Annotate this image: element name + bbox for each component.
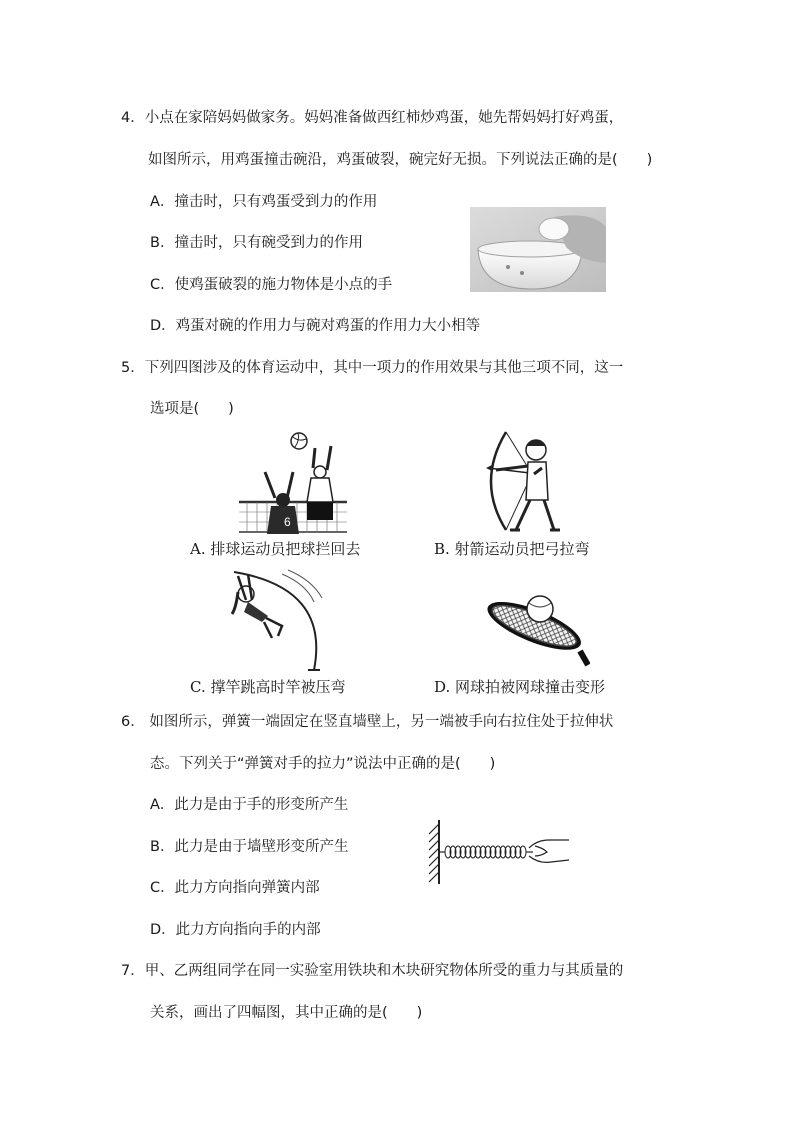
jersey-number: 6 <box>284 515 291 529</box>
archer-figure <box>480 430 564 534</box>
q7-stem-line2: 关系，画出了四幅图，其中正确的是( ) <box>150 1005 423 1021</box>
caption-b: B. 射箭运动员把弓拉弯 <box>434 540 590 558</box>
q4-option-d: D．鸡蛋对碗的作用力与碗对鸡蛋的作用力大小相等 <box>150 318 481 334</box>
q5-stem-line1: 5．下列四图涉及的体育运动中，其中一项力的作用效果与其他三项不同，这一 <box>121 360 624 376</box>
q4-option-c: C．使鸡蛋破裂的施力物体是小点的手 <box>150 277 393 293</box>
q7-stem-line1: 7．甲、乙两组同学在同一实验室用铁块和木块研究物体所受的重力与其质量的 <box>121 963 624 979</box>
pole-vault-figure <box>228 568 328 672</box>
q5-stem-line2: 选项是( ) <box>150 401 234 417</box>
q6-option-b: B．此力是由于墙壁形变所产生 <box>150 839 349 855</box>
q6-stem-line1: 6． 如图所示，弹簧一端固定在竖直墙壁上，另一端被手向右拉住处于拉伸状 <box>121 714 614 730</box>
tennis-racket-figure <box>484 585 590 669</box>
caption-d: D. 网球拍被网球撞击变形 <box>434 678 606 696</box>
q4-stem-line1: 4．小点在家陪妈妈做家务。妈妈准备做西红柿炒鸡蛋，她先帮妈妈打好鸡蛋， <box>121 110 624 126</box>
caption-a: A. 排球运动员把球拦回去 <box>190 540 361 558</box>
q6-option-c: C．此力方向指向弹簧内部 <box>150 880 320 896</box>
volleyball-block-figure <box>237 428 349 534</box>
egg-bowl-photo <box>470 207 606 292</box>
caption-c: C. 撑竿跳高时竿被压弯 <box>190 678 346 696</box>
q4-option-a: A．撞击时，只有鸡蛋受到力的作用 <box>150 194 378 210</box>
q4-option-b: B．撞击时，只有碗受到力的作用 <box>150 235 363 251</box>
spring-wall-hand-figure <box>425 818 571 886</box>
q6-stem-line2: 态。下列关于“弹簧对手的拉力”说法中正确的是( ) <box>150 756 496 772</box>
q6-option-a: A．此力是由于手的形变所产生 <box>150 797 349 813</box>
q6-option-d: D．此力方向指向手的内部 <box>150 922 321 938</box>
q4-stem-line2: 如图所示，用鸡蛋撞击碗沿，鸡蛋破裂，碗完好无损。下列说法正确的是( ) <box>148 152 653 168</box>
